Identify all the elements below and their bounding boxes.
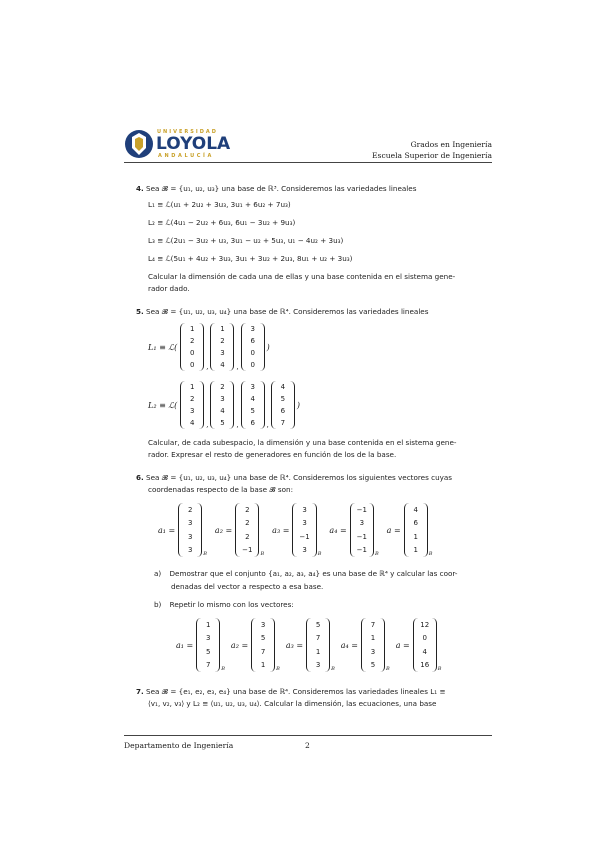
vector-entry: 2 [245, 519, 250, 528]
vector-label: a₄ = [340, 640, 358, 650]
problem-4-number: 4. [136, 184, 144, 193]
vector-entry: 1 [189, 325, 195, 333]
vector-entry: 6 [280, 407, 286, 415]
vector-entry: 3 [220, 395, 225, 403]
problem-5-l2-row [148, 380, 303, 430]
problem-6-item-a [154, 568, 457, 579]
vector-label: a₄ = [329, 525, 347, 535]
column-vector [271, 381, 295, 429]
problem-6-vectors-b [176, 617, 447, 673]
vector-entry: 1 [413, 532, 418, 541]
vector-entry: 4 [280, 383, 286, 391]
problem-4-eq-3: L₃ ≡ ℒ(2u₁ − 3u₂ + u₃, 3u₁ − u₂ + 5u₃, u₁ − 4u₂ + 3u₃) [148, 236, 344, 245]
vector-entries [240, 503, 254, 557]
problem-6-intro-1 [136, 472, 452, 483]
problem-7-line-2: ⟨v₁, v₂, v₃⟩ y L₂ ≡ ⟨u₁, u₂, u₃, u₄⟩. Calcular la dimensión, las ecuaciones, una base [148, 699, 437, 708]
labeled-vector [158, 503, 207, 557]
vector-entries [185, 323, 199, 371]
problem-7-line-1 [136, 686, 445, 697]
problem-6-vectors-a [158, 502, 440, 558]
right-paren [380, 618, 385, 672]
comma-separator: , [236, 363, 239, 371]
vector-entry: 7 [315, 634, 321, 643]
vector-entry: 3 [302, 519, 307, 528]
problem-4-intro [136, 183, 416, 194]
vector-entry: 7 [280, 419, 286, 427]
problem-5-l2-vectors [180, 381, 295, 429]
labeled-vector [272, 503, 321, 557]
vector-entries [185, 381, 199, 429]
vector-entry: 3 [260, 620, 266, 629]
vector-entry: 0 [250, 349, 255, 357]
vector-entry: 1 [260, 661, 266, 670]
footer-page-number: 2 [305, 741, 310, 750]
vector-label: a₂ = [230, 640, 249, 650]
problem-5-l2-close: ) [296, 400, 301, 410]
problem-4-eq-4: L₄ ≡ ℒ(5u₁ + 4u₂ + 3u₃, 3u₁ + 3u₂ + 2u₃, 8u₁ + u₂ + 3u₃) [148, 254, 353, 263]
vector-entry: 4 [189, 419, 195, 427]
right-paren [215, 618, 220, 672]
vector-entry: 3 [250, 325, 255, 333]
vector-entry: 6 [413, 519, 418, 528]
vector-label: a = [386, 525, 401, 535]
column-vector [180, 381, 204, 429]
vector-entry: −1 [356, 532, 367, 541]
column-vector [196, 618, 220, 672]
vector-entries [215, 323, 229, 371]
vector-entries [215, 381, 229, 429]
vector-entry: 2 [188, 505, 193, 514]
vector-entry: 2 [220, 337, 225, 345]
problem-5-l1-close: ) [266, 342, 270, 352]
university-logo [124, 128, 234, 160]
vector-entries [256, 618, 270, 672]
vector-entries [355, 503, 369, 557]
vector-entry: 7 [260, 647, 266, 656]
labeled-vector [329, 503, 378, 557]
right-paren [260, 323, 265, 371]
column-vector [210, 323, 234, 371]
vector-entry: 1 [189, 383, 195, 391]
problem-6-intro-text: Sea 𝓑 = {u₁, u₂, u₃, u₄} una base de ℝ⁴. Consideremos los siguientes vectores cuyas [146, 473, 453, 482]
labeled-vector [341, 618, 390, 672]
vector-entries [183, 503, 197, 557]
vector-entry: 3 [315, 661, 321, 670]
vector-entries [297, 503, 311, 557]
vector-entry: 4 [413, 505, 418, 514]
vector-entry: −1 [242, 546, 253, 555]
vector-entries [409, 503, 423, 557]
basis-subscript: B [317, 551, 322, 557]
header-line-1: Grados en Ingeniería [410, 140, 492, 149]
vector-entry: 1 [413, 546, 418, 555]
vector-entry: 3 [302, 546, 307, 555]
problem-7-line-1-text: Sea 𝓑 = {e₁, e₂, e₃, e₄} una base de ℝ⁴. Consideremos las variedades lineales L₁ ≡ [146, 687, 446, 696]
problem-5-text-1: Calcular, de cada subespacio, la dimensión y una base contenida en el sistema gene- [148, 438, 457, 447]
vector-entry: 5 [220, 419, 225, 427]
vector-entry: 2 [245, 505, 250, 514]
problem-5-number: 5. [136, 307, 144, 316]
basis-subscript: B [203, 551, 207, 557]
vector-entry: 4 [220, 407, 225, 415]
vector-label: a₃ = [285, 640, 304, 650]
column-vector [292, 503, 316, 557]
vector-entry: 0 [422, 634, 427, 643]
right-paren [325, 618, 330, 672]
vector-entry: 3 [220, 349, 225, 357]
vector-label: a₁ = [158, 525, 176, 535]
comma-separator: , [206, 363, 209, 371]
vector-entry: 3 [250, 383, 255, 391]
vector-label: a₁ = [176, 640, 194, 650]
vector-label: a₂ = [214, 525, 233, 535]
column-vector [413, 618, 437, 672]
vector-entry: 6 [250, 337, 255, 345]
basis-subscript: B [374, 551, 379, 557]
problem-5-text-2: rador. Expresar el resto de generadores en función de los de la base. [148, 450, 397, 459]
vector-entries [246, 381, 260, 429]
vector-entry: 2 [245, 532, 250, 541]
column-vector [180, 323, 204, 371]
item-a-line-2: denadas del vector a respecto a esa base. [171, 582, 324, 591]
labeled-vector [231, 618, 280, 672]
vector-entry: 5 [280, 395, 286, 403]
vector-entries [311, 618, 325, 672]
vector-entry: 3 [188, 532, 193, 541]
comma-separator: , [266, 421, 269, 429]
item-a-marker: a) [154, 569, 162, 578]
column-vector [350, 503, 374, 557]
item-a-line-1: Demostrar que el conjunto {a₁, a₂, a₃, a₄} es una base de ℝ⁴ y calcular las coor- [169, 569, 458, 578]
vector-entry: −1 [356, 546, 367, 555]
vector-entry: 5 [315, 620, 321, 629]
vector-entries [201, 618, 215, 672]
vector-entry: 5 [206, 647, 211, 656]
right-paren [270, 618, 275, 672]
vector-entry: 2 [189, 337, 195, 345]
right-paren [369, 503, 374, 557]
vector-entry: 5 [260, 634, 266, 643]
vector-entry: 1 [206, 620, 211, 629]
right-paren [290, 381, 295, 429]
vector-entry: 1 [315, 647, 321, 656]
problem-7-number: 7. [136, 687, 144, 696]
basis-subscript: B [386, 666, 390, 672]
vector-entry: 3 [188, 546, 193, 555]
labeled-vector [176, 618, 225, 672]
right-paren [260, 381, 265, 429]
vector-label: a = [395, 640, 410, 650]
vector-entry: 5 [370, 661, 376, 670]
vector-entry: 3 [359, 519, 365, 528]
basis-subscript: B [276, 666, 280, 672]
vector-entry: 12 [420, 620, 430, 629]
problem-5-l1-label: L₁ ≡ ℒ( [148, 342, 178, 352]
column-vector [210, 381, 234, 429]
vector-entry: −1 [356, 505, 367, 514]
right-paren [432, 618, 437, 672]
vector-entry: 6 [250, 419, 255, 427]
problem-4-intro-text: Sea 𝓑 = {u₁, u₂, u₃} una base de ℝ³. Consideremos las variedades lineales [146, 184, 417, 193]
vector-entry: 0 [189, 349, 195, 357]
problem-5-l1-vectors [180, 323, 264, 371]
vector-entries [276, 381, 290, 429]
column-vector [251, 618, 275, 672]
problem-4-text-2: rador dado. [148, 284, 190, 293]
header-line-2: Escuela Superior de Ingeniería [372, 151, 492, 160]
item-b-line-1: Repetir lo mismo con los vectores: [169, 600, 294, 609]
problem-4-eq-1: L₁ ≡ ℒ(u₁ + 2u₂ + 3u₃, 3u₁ + 6u₂ + 7u₃) [148, 200, 291, 209]
vector-entry: 4 [220, 361, 225, 369]
footer-department: Departamento de Ingeniería [124, 741, 234, 750]
labeled-vector [286, 618, 335, 672]
column-vector [241, 323, 265, 371]
problem-5-l1-row [148, 322, 273, 372]
right-paren [197, 503, 202, 557]
vector-entry: 0 [189, 361, 195, 369]
column-vector [361, 618, 385, 672]
basis-subscript: B [221, 666, 225, 672]
footer-rule [124, 735, 492, 736]
vector-entries [418, 618, 432, 672]
problem-5-intro [136, 306, 428, 317]
vector-entry: 4 [250, 395, 255, 403]
labeled-vector [396, 618, 442, 672]
problem-6-item-b [154, 599, 294, 610]
basis-subscript: B [331, 666, 335, 672]
comma-separator: , [206, 421, 209, 429]
vector-entry: 3 [206, 634, 211, 643]
right-paren [199, 381, 204, 429]
vector-entry: 7 [370, 620, 376, 629]
vector-entry: 5 [250, 407, 255, 415]
vector-entry: 1 [370, 634, 376, 643]
vector-entry: 2 [220, 383, 225, 391]
right-paren [199, 323, 204, 371]
problem-4-text-1: Calcular la dimensión de cada una de ellas y una base contenida en el sistema gene- [148, 272, 456, 281]
right-paren [229, 381, 234, 429]
vector-label: a₃ = [272, 525, 290, 535]
basis-subscript: B [437, 666, 442, 672]
vector-entry: 7 [206, 661, 211, 670]
problem-6-number: 6. [136, 473, 144, 482]
problem-4-eq-2: L₂ ≡ ℒ(4u₁ − 2u₂ + 6u₃, 6u₁ − 3u₂ + 9u₃) [148, 218, 296, 227]
vector-entries [246, 323, 260, 371]
logo-top-text: UNIVERSIDAD [157, 129, 218, 135]
vector-entry: 16 [420, 661, 430, 670]
vector-entry: 0 [250, 361, 255, 369]
column-vector [306, 618, 330, 672]
vector-entries [366, 618, 380, 672]
vector-entry: 3 [302, 505, 307, 514]
labeled-vector [387, 503, 433, 557]
item-b-marker: b) [154, 600, 162, 609]
problem-5-intro-text: Sea 𝓑 = {u₁, u₂, u₃, u₄} una base de ℝ⁴. Consideremos las variedades lineales [146, 307, 429, 316]
logo-emblem-icon [124, 128, 154, 160]
right-paren [254, 503, 259, 557]
right-paren [312, 503, 317, 557]
vector-entry: 3 [189, 407, 195, 415]
problem-6-intro-2: coordenadas respecto de la base 𝓑 son: [148, 485, 294, 494]
header-rule [124, 162, 492, 163]
vector-entry: −1 [299, 532, 310, 541]
problem-5-l2-label: L₂ ≡ ℒ( [148, 400, 178, 410]
basis-subscript: B [260, 551, 265, 557]
column-vector [241, 381, 265, 429]
vector-entry: 1 [220, 325, 225, 333]
comma-separator: , [236, 421, 239, 429]
column-vector [178, 503, 202, 557]
basis-subscript: B [428, 551, 433, 557]
vector-entry: 3 [188, 519, 193, 528]
column-vector [235, 503, 259, 557]
vector-entry: 3 [370, 647, 376, 656]
right-paren [229, 323, 234, 371]
column-vector [404, 503, 428, 557]
vector-entry: 2 [189, 395, 195, 403]
logo-bottom-text: ANDALUCÍA [158, 153, 214, 159]
right-paren [423, 503, 428, 557]
labeled-vector [215, 503, 264, 557]
vector-entry: 4 [422, 647, 427, 656]
logo-main-text: LOYOLA [156, 134, 231, 154]
